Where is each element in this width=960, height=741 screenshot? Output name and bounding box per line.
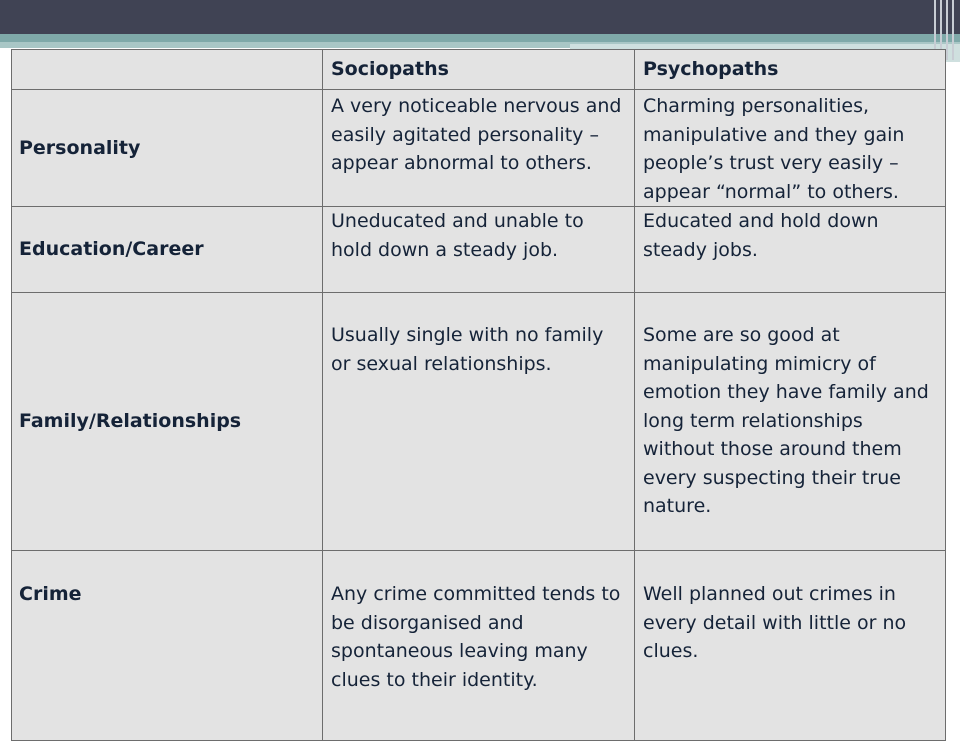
table-row-personality xyxy=(12,90,946,207)
psychopaths-cell xyxy=(635,207,946,293)
header-blank-cell xyxy=(12,50,323,90)
sociopaths-cell xyxy=(323,207,635,293)
header-psychopaths-cell xyxy=(635,50,946,90)
psychopaths-personality-text: Charming personalities, manipulative and they gain people’s trust very easily – appear “normal” to others. xyxy=(643,95,905,203)
psychopaths-education-text: Educated and hold down steady jobs. xyxy=(643,210,879,261)
row-label-cell xyxy=(12,90,323,207)
row-label-cell xyxy=(12,207,323,293)
row-label-personality: Personality xyxy=(19,136,141,159)
psychopaths-family-text: Some are so good at manipulating mimicry of emotion they have family and long term relationships without those around them every suspecting their true nature. xyxy=(643,324,929,517)
row-label-cell xyxy=(12,551,323,741)
table-row-family xyxy=(12,293,946,551)
sociopaths-personality-text: A very noticeable nervous and easily agitated personality – appear abnormal to others. xyxy=(331,95,622,174)
psychopaths-cell xyxy=(635,293,946,551)
header-sociopaths-cell xyxy=(323,50,635,90)
table-header-row xyxy=(12,50,946,90)
sociopaths-cell xyxy=(323,293,635,551)
sociopaths-education-text: Uneducated and unable to hold down a steady job. xyxy=(331,210,584,261)
sociopaths-crime-text: Any crime committed tends to be disorganised and spontaneous leaving many clues to their identity. xyxy=(331,583,621,691)
sociopaths-cell xyxy=(323,90,635,207)
psychopaths-crime-text: Well planned out crimes in every detail with little or no clues. xyxy=(643,583,907,662)
row-label-family: Family/Relationships xyxy=(19,410,242,433)
psychopaths-cell xyxy=(635,90,946,207)
row-label-cell xyxy=(12,293,323,551)
table-row-education xyxy=(12,207,946,293)
sociopaths-cell xyxy=(323,551,635,741)
psychopaths-cell xyxy=(635,551,946,741)
row-label-education: Education/Career xyxy=(19,238,204,261)
table-row-crime xyxy=(12,551,946,741)
comparison-table xyxy=(11,49,946,741)
sociopaths-family-text: Usually single with no family or sexual relationships. xyxy=(331,324,604,375)
row-label-crime: Crime xyxy=(19,583,82,605)
slide-top-banner xyxy=(0,0,960,34)
slide-teal-stripe xyxy=(0,34,960,42)
header-psychopaths-text: Psychopaths xyxy=(643,58,779,81)
header-sociopaths-text: Sociopaths xyxy=(331,58,449,81)
